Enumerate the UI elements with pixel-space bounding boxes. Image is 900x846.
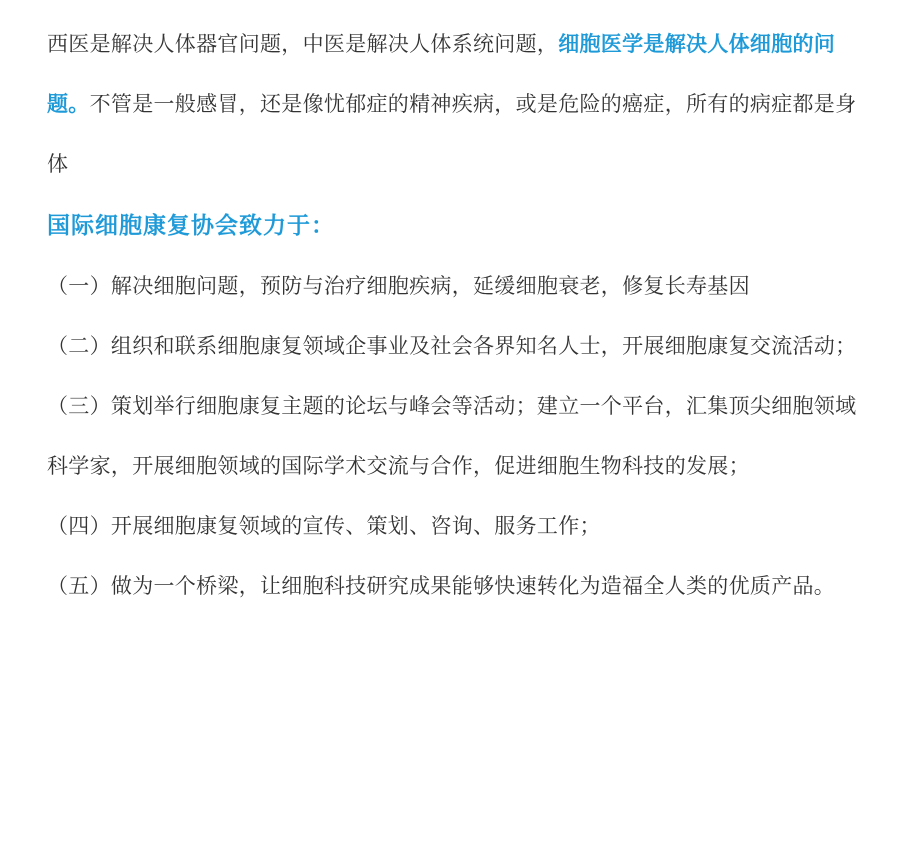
list-item: （二）组织和联系细胞康复领域企事业及社会各界知名人士，开展细胞康复交流活动； (47, 334, 857, 358)
intro-highlight: 细胞医学是解决人体细胞的问题。 (47, 32, 836, 116)
intro-paragraph (47, 14, 857, 194)
list-item: （三）策划举行细胞康复主题的论坛与峰会等活动；建立一个平台，汇集顶尖细胞领域科学家，开展细胞领域的国际学术交流与合作，促进细胞生物科技的发展； (47, 394, 857, 478)
intro-text-part1: 西医是解决人体器官问题，中医是解决人体系统问题， (47, 32, 559, 56)
list-item: （四）开展细胞康复领域的宣传、策划、咨询、服务工作； (47, 514, 601, 538)
list-item: （五）做为一个桥梁，让细胞科技研究成果能够快速转化为造福全人类的优质产品。 (47, 574, 836, 598)
list-item: （一）解决细胞问题，预防与治疗细胞疾病，延缓细胞衰老，修复长寿基因 (47, 274, 750, 298)
section-heading: 国际细胞康复协会致力于： (47, 213, 335, 239)
intro-text-part2: 不管是一般感冒，还是像忧郁症的精神疾病，或是危险的癌症，所有的病症都是身体 (47, 92, 857, 176)
article-body (47, 14, 857, 616)
